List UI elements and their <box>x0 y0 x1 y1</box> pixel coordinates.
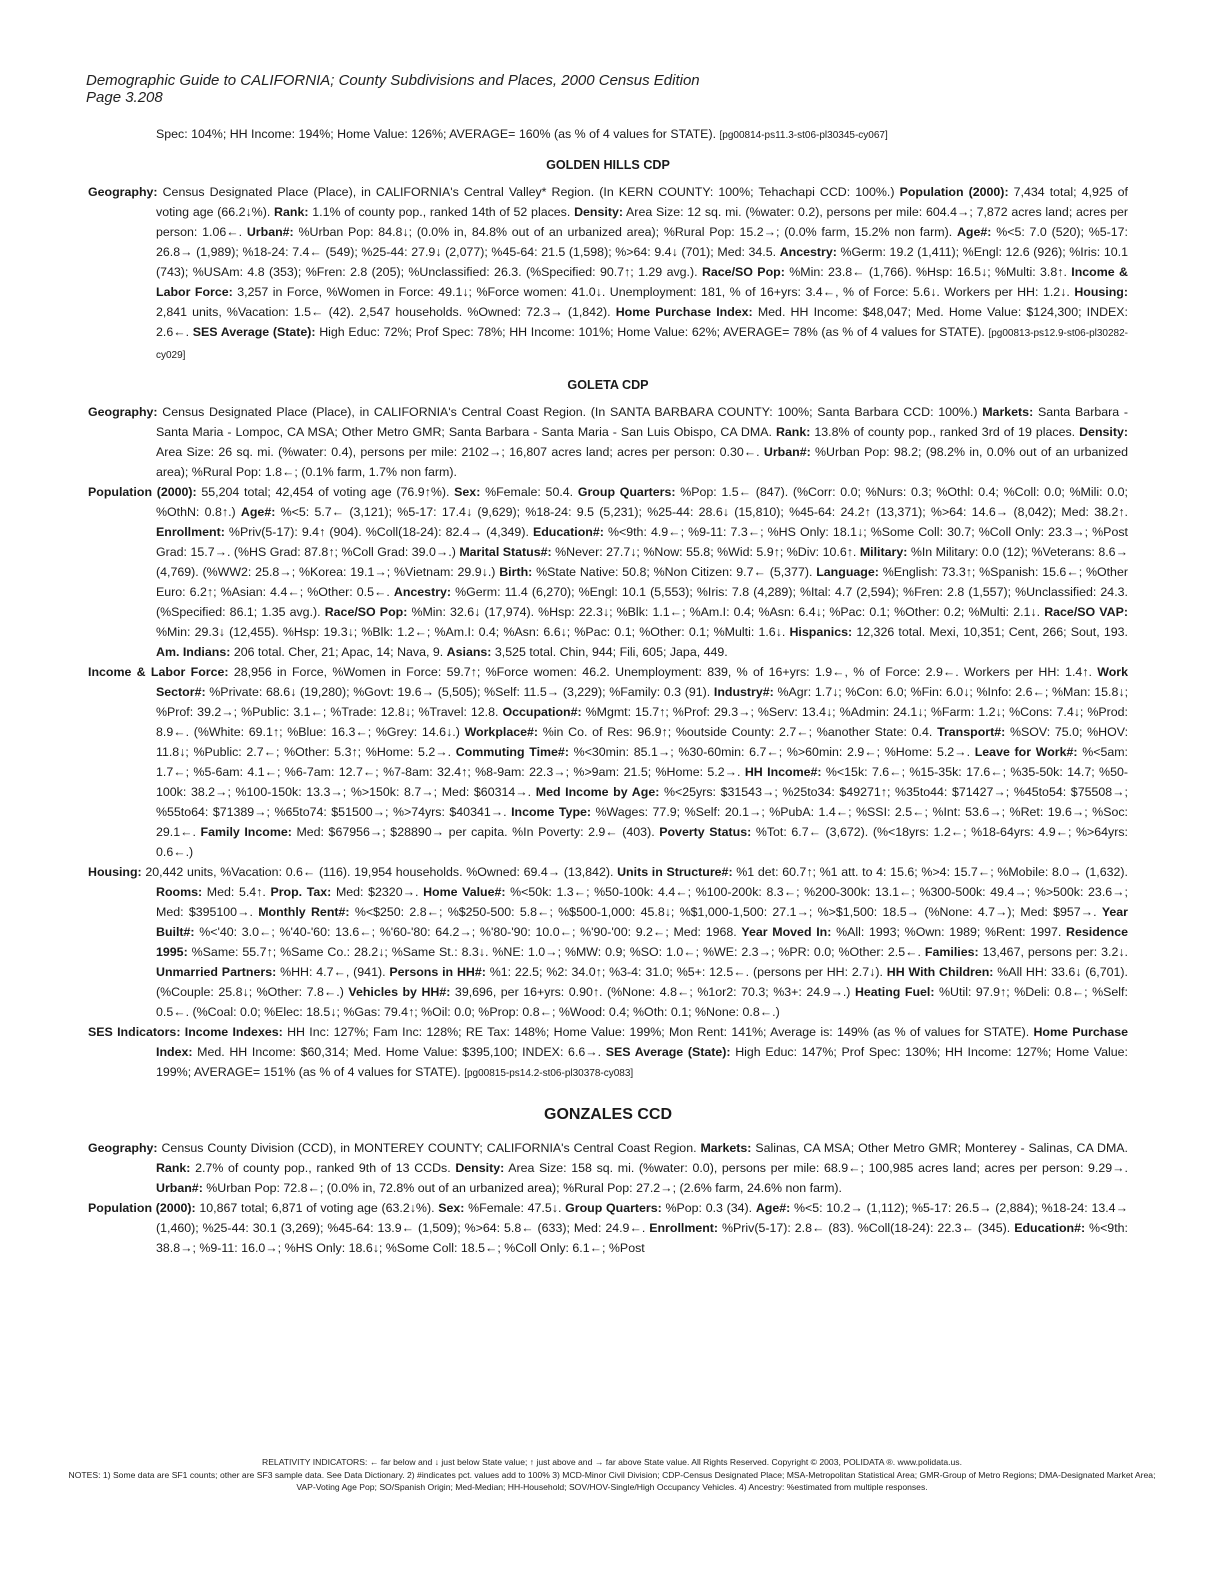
entry-goleta-population: Population (2000): 55,204 total; 42,454 of voting age (76.9↑%). Sex: %Female: 50.4. Group Quarters: %Pop: 1.5← (847). (%Corr: 0.0; %Nurs: 0.3; %Othl: 0.4; %Coll: 0.0; %Mili: 0.0; %OthN: 0.8↑.) Age#: %<5: 5.7← (3,121); %5-17: 17.4↓ (9,629); %18-24: 9.5 (5,231); %25-44: 28.6↓ (15,810); %45-64: 24.2↑ (13,371); %>64: 14.6→ (8,042); Med: 38.2↑. Enrollment: %Priv(5-17): 9.4↑ (904). %Coll(18-24): 82.4→ (4,349). Education#: %<9th: 4.9←; %9-11: 7.3←; %HS Only: 18.1↓; %Some Coll: 30.7; %Coll Only: 23.3→; %Post Grad: 15.7→. (%HS Grad: 87.8↑; %Coll Grad: 39.0→.) Marital Status#: %Never: 27.7↓; %Now: 55.8; %Wid: 5.9↑; %Div: 10.6↑. Military: %In Military: 0.0 (12); %Veterans: 8.6→ (4,769). (%WW2: 25.8→; %Korea: 19.1→; %Vietnam: 29.9↓.) Birth: %State Native: 50.8; %Non Citizen: 9.7← (5,377). Language: %English: 73.3↑; %Spanish: 15.6←; %Other Euro: 6.2↑; %Asian: 4.4←; %Other: 0.5←. Ancestry: %Germ: 11.4 (6,270); %Engl: 10.1 (5,553); %Iris: 7.8 (4,289); %Ital: 4.7 (2,594); %Fren: 2.8 (1,557); %Unclassified: 24.3. (%Specified: 86.1; 1.35 avg.). Race/SO Pop: %Min: 32.6↓ (17,974). %Hsp: 22.3↓; %Blk: 1.1←; %Am.I: 0.4; %Asn: 6.4↓; %Pac: 0.1; %Other: 0.2; %Multi: 2.1↓. Race/SO VAP: %Min: 29.3↓ (12,455). %Hsp: 19.3↓; %Blk: 1.2←; %Am.I: 0.4; %Asn: 6.6↓; %Pac: 0.1; %Other: 0.1; %Multi: 1.6↓. Hispanics: 12,326 total. Mexi, 10,351; Cent, 266; Sout, 193. Am. Indians: 206 total. Cher, 21; Apac, 14; Nava, 9. Asians: 3,525 total. Chin, 944; Fili, 605; Japa, 449. <box>88 485 1128 659</box>
entry-goleta-ses: SES Indicators: Income Indexes: HH Inc: 127%; Fam Inc: 128%; RE Tax: 148%; Home Value: 199%; Mon Rent: 141%; Average is: 149% (as % of values for STATE). Home Purchase Index: Med. HH Income: $60,314; Med. Home Value: $395,100; INDEX: 6.6→. SES Average (State): High Educ: 147%; Prof Spec: 130%; HH Income: 127%; Home Value: 199%; AVERAGE= 151% (as % of 4 values for STATE). [pg00815-ps14.2-st06-pl30378-cy083] <box>88 1025 1129 1079</box>
entry-title-goleta: GOLETA CDP <box>567 378 649 392</box>
page-reference: [pg00813-ps12.9-st06-pl30282-cy029] <box>156 328 1128 361</box>
footer-notes: NOTES: 1) Some data are SF1 counts; other are SF3 sample data. See Data Dictionary. 2) #indicates pct. values add to 100% 3) MCD-Minor Civil Division; CDP-Census Designated Place; MSA-Metropolitan Statistical Area; GMR-Group of Metro Regions; DMA-Designated Market Area; VAP-Voting Age Pop; SO/Spanish Origin; Med-Median; HH-Household; SOV/HOV-Single/High Occupancy Vehicles. 4) Ancestry: %estimated from multiple responses. <box>68 1470 1156 1492</box>
footer-relativity-indicators: RELATIVITY INDICATORS: ← far below and ↓ just below State value; ↑ just above and → far above State value. All Rights Reserved. Copyright © 2003, POLIDATA ®. www.polidata.us. <box>261 1457 962 1467</box>
entry-goleta-housing: Housing: 20,442 units, %Vacation: 0.6← (116). 19,954 households. %Owned: 69.4→ (13,842). Units in Structure#: %1 det: 60.7↑; %1 att. to 4: 15.6; %>4: 15.7←; %Mobile: 8.0→ (1,632). Rooms: Med: 5.4↑. Prop. Tax: Med: $2320→. Home Value#: %<50k: 1.3←; %50-100k: 4.4←; %100-200k: 8.3←; %200-300k: 13.1←; %300-500k: 49.4→; %>500k: 23.6→; Med: $395100→. Monthly Rent#: %<$250: 2.8←; %$250-500: 5.8←; %$500-1,000: 45.8↓; %$1,000-1,500: 27.1→; %>$1,500: 18.5→ (%None: 4.7→); Med: $957→. Year Built#: %<'40: 3.0←; %'40-'60: 13.6←; %'60-'80: 64.2→; %'80-'90: 10.0←; %'90-'00: 9.2←; Med: 1968. Year Moved In: %All: 1993; %Own: 1989; %Rent: 1997. Residence 1995: %Same: 55.7↑; %Same Co.: 28.2↓; %Same St.: 8.3↓. %NE: 1.0→; %MW: 0.9; %SO: 1.0←; %WE: 2.3→; %PR: 0.0; %Other: 2.5←. Families: 13,467, persons per: 3.2↓. Unmarried Partners: %HH: 4.7←, (941). Persons in HH#: %1: 22.5; %2: 34.0↑; %3-4: 31.0; %5+: 12.5←. (persons per HH: 2.7↓). HH With Children: %All HH: 33.6↓ (6,701). (%Couple: 25.8↓; %Other: 7.8←.) Vehicles by HH#: 39,696, per 16+yrs: 0.90↑. (%None: 4.8←; %1or2: 70.3; %3+: 24.9→.) Heating Fuel: %Util: 97.9↑; %Deli: 0.8←; %Self: 0.5←. (%Coal: 0.0; %Elec: 18.5↓; %Gas: 79.4↑; %Oil: 0.0; %Prop: 0.8←; %Wood: 0.4; %Oth: 0.1; %None: 0.8←.) <box>88 865 1129 1019</box>
header-page-number: Page 3.208 <box>86 89 163 106</box>
page-content <box>88 124 1128 1258</box>
entry-title-gonzales: GONZALES CCD <box>544 1106 672 1123</box>
header-title: Demographic Guide to CALIFORNIA; County Subdivisions and Places, 2000 Census Edition <box>86 72 700 89</box>
entry-gonzales-population: Population (2000): 10,867 total; 6,871 of voting age (63.2↓%). Sex: %Female: 47.5↓. Group Quarters: %Pop: 0.3 (34). Age#: %<5: 10.2→ (1,112); %5-17: 26.5→ (2,884); %18-24: 13.4→ (1,460); %25-44: 30.1 (3,269); %45-64: 13.9← (1,509); %>64: 5.8← (633); Med: 24.9←. Enrollment: %Priv(5-17): 2.8← (83). %Coll(18-24): 22.3← (345). Education#: %<9th: 38.8→; %9-11: 16.0→; %HS Only: 18.6↓; %Some Coll: 18.5←; %Coll Only: 6.1←; %Post <box>88 1201 1128 1255</box>
page-reference: [pg00814-ps11.3-st06-pl30345-cy067] <box>719 130 888 141</box>
entry-gonzales-geography: Geography: Census County Division (CCD), in MONTEREY COUNTY; CALIFORNIA's Central Coast Region. Markets: Salinas, CA MSA; Other Metro GMR; Monterey - Salinas, CA DMA. Rank: 2.7% of county pop., ranked 9th of 13 CCDs. Density: Area Size: 158 sq. mi. (%water: 0.0), persons per mile: 68.9←; 100,985 acres land; acres per person: 9.29→. Urban#: %Urban Pop: 72.8←; (0.0% in, 72.8% out of an urbanized area); %Rural Pop: 27.2→; (2.6% farm, 24.6% non farm). <box>88 1141 1128 1195</box>
continuation-text: Spec: 104%; HH Income: 194%; Home Value: 126%; AVERAGE= 160% (as % of 4 values for STATE). [pg00814-ps11.3-st06-pl30345-cy067] <box>156 127 888 141</box>
page-header <box>86 72 700 106</box>
entry-goleta-income: Income & Labor Force: 28,956 in Force, %Women in Force: 59.7↑; %Force women: 46.2. Unemployment: 839, % of 16+yrs: 1.9←, % of Force: 2.9←. Workers per HH: 1.4↑. Work Sector#: %Private: 68.6↓ (19,280); %Govt: 19.6→ (5,505); %Self: 11.5→ (3,229); %Family: 0.3 (91). Industry#: %Agr: 1.7↓; %Con: 6.0; %Fin: 6.0↓; %Info: 2.6←; %Man: 15.8↓; %Prof: 39.2→; %Public: 3.1←; %Trade: 12.8↓; %Travel: 12.8. Occupation#: %Mgmt: 15.7↑; %Prof: 29.3→; %Serv: 13.4↓; %Admin: 24.1↓; %Farm: 1.2↓; %Cons: 7.4↓; %Prod: 8.9←. (%White: 69.1↑; %Blue: 16.3←; %Grey: 14.6↓.) Workplace#: %in Co. of Res: 96.9↑; %outside County: 2.7←; %another State: 0.4. Transport#: %SOV: 75.0; %HOV: 11.8↓; %Public: 2.7←; %Other: 5.3↑; %Home: 5.2→. Commuting Time#: %<30min: 85.1→; %30-60min: 6.7←; %>60min: 2.9←; %Home: 5.2→. Leave for Work#: %<5am: 1.7←; %5-6am: 4.1←; %6-7am: 12.7←; %7-8am: 32.4↑; %8-9am: 22.3→; %>9am: 21.5; %Home: 5.2→. HH Income#: %<15k: 7.6←; %15-35k: 17.6←; %35-50k: 14.7; %50-100k: 38.2→; %100-150k: 13.3→; %>150k: 8.7→; Med: $60314→. Med Income by Age: %<25yrs: $31543→; %25to34: $49271↑; %35to44: $71427→; %45to54: $75508→; %55to64: $71389→; %65to74: $51500→; %>74yrs: $40341→. Income Type: %Wages: 77.9; %Self: 20.1→; %PubA: 1.4←; %SSI: 2.5←; %Int: 53.6→; %Ret: 19.6→; %Soc: 29.1←. Family Income: Med: $67956→; $28890→ per capita. %In Poverty: 2.9← (403). Poverty Status: %Tot: 6.7← (3,672). (%<18yrs: 1.2←; %18-64yrs: 4.9←; %>64yrs: 0.6←.) <box>88 665 1129 859</box>
entry-goleta-geography: Geography: Census Designated Place (Place), in CALIFORNIA's Central Coast Region. (In SANTA BARBARA COUNTY: 100%; Santa Barbara CCD: 100%.) Markets: Santa Barbara - Santa Maria - Lompoc, CA MSA; Other Metro GMR; Santa Barbara - Santa Maria - San Luis Obispo, CA DMA. Rank: 13.8% of county pop., ranked 3rd of 19 places. Density: Area Size: 26 sq. mi. (%water: 0.4), persons per mile: 2102→; 16,807 acres land; acres per person: 0.30←. Urban#: %Urban Pop: 98.2; (98.2% in, 0.0% out of an urbanized area); %Rural Pop: 1.8←; (0.1% farm, 1.7% non farm). <box>88 405 1128 479</box>
entry-title-golden-hills: GOLDEN HILLS CDP <box>546 158 670 172</box>
entry-golden-hills: Geography: Census Designated Place (Place), in CALIFORNIA's Central Valley* Region. (In KERN COUNTY: 100%; Tehachapi CCD: 100%.) Population (2000): 7,434 total; 4,925 of voting age (66.2↓%). Rank: 1.1% of county pop., ranked 14th of 52 places. Density: Area Size: 12 sq. mi. (%water: 0.2), persons per mile: 604.4→; 7,872 acres land; acres per person: 1.06←. Urban#: %Urban Pop: 84.8↓; (0.0% in, 84.8% out of an urbanized area); %Rural Pop: 15.2→; (0.0% farm, 15.2% non farm). Age#: %<5: 7.0 (520); %5-17: 26.8→ (1,989); %18-24: 7.4← (549); %25-44: 27.9↓ (2,077); %45-64: 21.5 (1,598); %>64: 9.4↓ (701); Med: 34.5. Ancestry: %Germ: 19.2 (1,411); %Engl: 12.6 (926); %Iris: 10.1 (743); %USAm: 4.8 (353); %Fren: 2.8 (205); %Unclassified: 26.3. (%Specified: 90.7↑; 1.29 avg.). Race/SO Pop: %Min: 23.8← (1,766). %Hsp: 16.5↓; %Multi: 3.8↑. Income & Labor Force: 3,257 in Force, %Women in Force: 49.1↓; %Force women: 41.0↓. Unemployment: 181, % of 16+yrs: 3.4←, % of Force: 5.6↓. Workers per HH: 1.2↓. Housing: 2,841 units, %Vacation: 1.5← (42). 2,547 households. %Owned: 72.3→ (1,842). Home Purchase Index: Med. HH Income: $48,047; Med. Home Value: $124,300; INDEX: 2.6←. SES Average (State): High Educ: 72%; Prof Spec: 78%; HH Income: 101%; Home Value: 62%; AVERAGE= 78% (as % of 4 values for STATE). [pg00813-ps12.9-st06-pl30282-cy029] <box>88 185 1128 361</box>
page-reference: [pg00815-ps14.2-st06-pl30378-cy083] <box>464 1068 634 1079</box>
